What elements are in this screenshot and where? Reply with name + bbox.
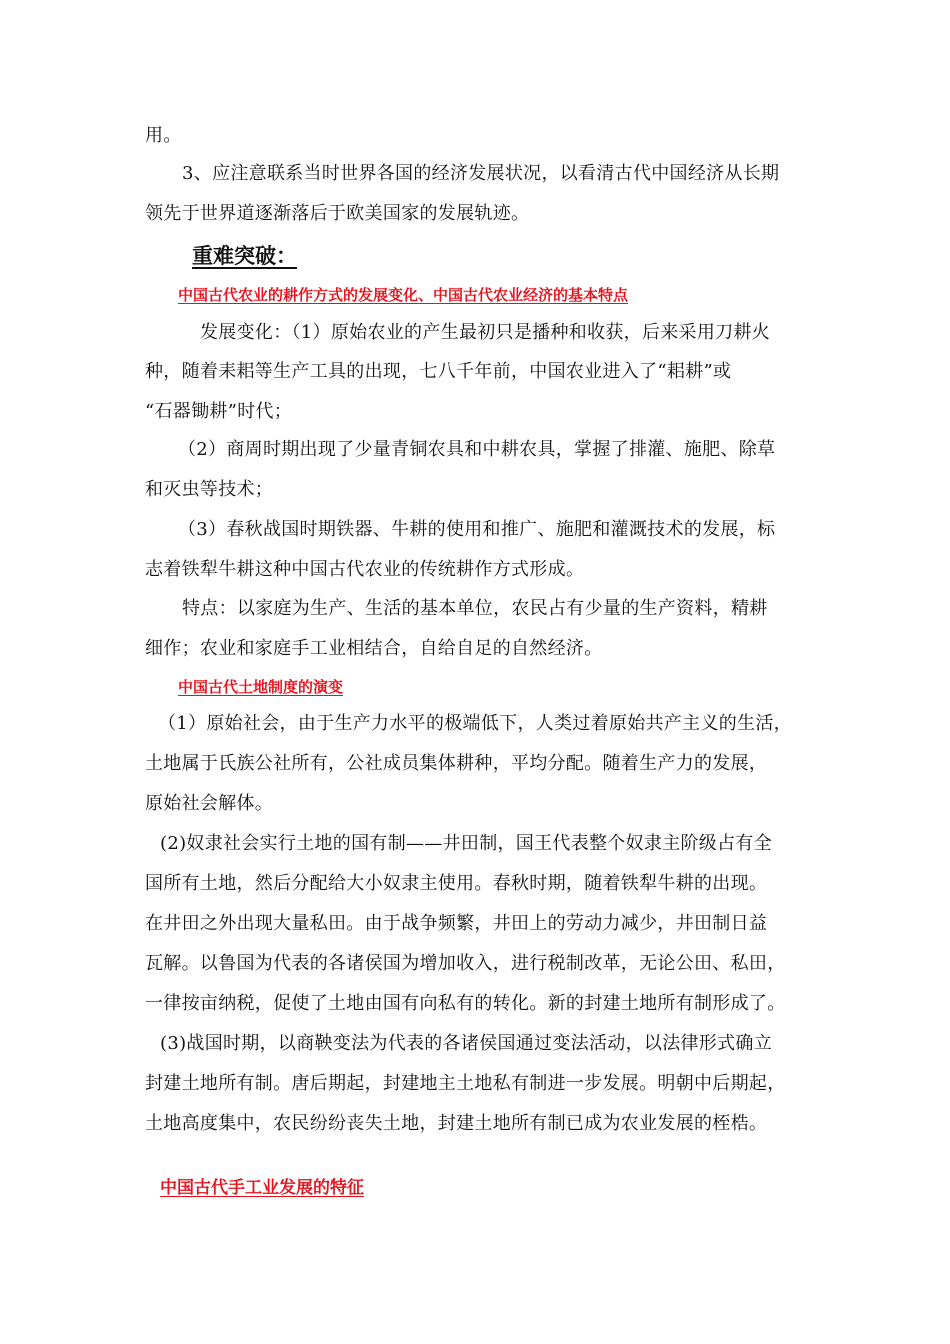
paragraph-line: 土地属于氏族公社所有，公社成员集体耕种，平均分配。随着生产力的发展， (145, 753, 768, 774)
paragraph-line: 特点：以家庭为生产、生活的基本单位，农民占有少量的生产资料，精耕 (182, 598, 768, 619)
paragraph-line: 封建土地所有制。唐后期起，封建地主土地私有制进一步发展。明朝中后期起， (145, 1073, 786, 1094)
paragraph-line: 和灭虫等技术； (145, 479, 274, 500)
paragraph-line: 志着铁犁牛耕这种中国古代农业的传统耕作方式形成。 (145, 559, 585, 580)
paragraph-line: 发展变化：（1）原始农业的产生最初只是播种和收获，后来采用刀耕火 (200, 322, 771, 343)
text-line: 用。 (145, 125, 182, 146)
paragraph-line: 原始社会解体。 (145, 793, 274, 814)
paragraph-line: 瓦解。以鲁国为代表的各诸侯国为增加收入，进行税制改革，无论公田、私田， (145, 953, 786, 974)
subhead-handicraft: 中国古代手工业发展的特征 (160, 1178, 364, 1198)
paragraph-line: 在井田之外出现大量私田。由于战争频繁，井田上的劳动力减少，井田制日益 (145, 913, 768, 934)
paragraph-line: (2)奴隶社会实行土地的国有制——井田制，国王代表整个奴隶主阶级占有全 (160, 833, 772, 854)
text-line: 3、应注意联系当时世界各国的经济发展状况，以看清古代中国经济从长期 (182, 163, 780, 184)
paragraph-line: （2）商周时期出现了少量青铜农具和中耕农具，掌握了排灌、施肥、除草 (178, 439, 776, 460)
paragraph-line: (3)战国时期，以商鞅变法为代表的各诸侯国通过变法活动，以法律形式确立 (160, 1033, 772, 1054)
paragraph-line: 一律按亩纳税，促使了土地由国有向私有的转化。新的封建土地所有制形成了。 (145, 993, 786, 1014)
paragraph-line: 土地高度集中，农民纷纷丧失土地，封建土地所有制已成为农业发展的桎梏。 (145, 1113, 768, 1134)
text-line: 领先于世界道逐渐落后于欧美国家的发展轨迹。 (145, 203, 530, 224)
paragraph-line: （1）原始社会，由于生产力水平的极端低下，人类过着原始共产主义的生活， (158, 713, 792, 734)
paragraph-line: 种，随着耒耜等生产工具的出现，七八千年前，中国农业进入了“耜耕”或 (145, 361, 732, 382)
section-title: 重难突破： (192, 244, 297, 268)
paragraph-line: 国所有土地，然后分配给大小奴隶主使用。春秋时期，随着铁犁牛耕的出现。 (145, 873, 768, 894)
subhead-land: 中国古代土地制度的演变 (178, 678, 344, 696)
paragraph-line: 细作；农业和家庭手工业相结合，自给自足的自然经济。 (145, 638, 603, 659)
paragraph-line: （3）春秋战国时期铁器、牛耕的使用和推广、施肥和灌溉技术的发展，标 (178, 519, 776, 540)
subhead-farming: 中国古代农业的耕作方式的发展变化、中国古代农业经济的基本特点 (178, 286, 629, 304)
paragraph-line: “石器锄耕”时代； (145, 401, 293, 422)
